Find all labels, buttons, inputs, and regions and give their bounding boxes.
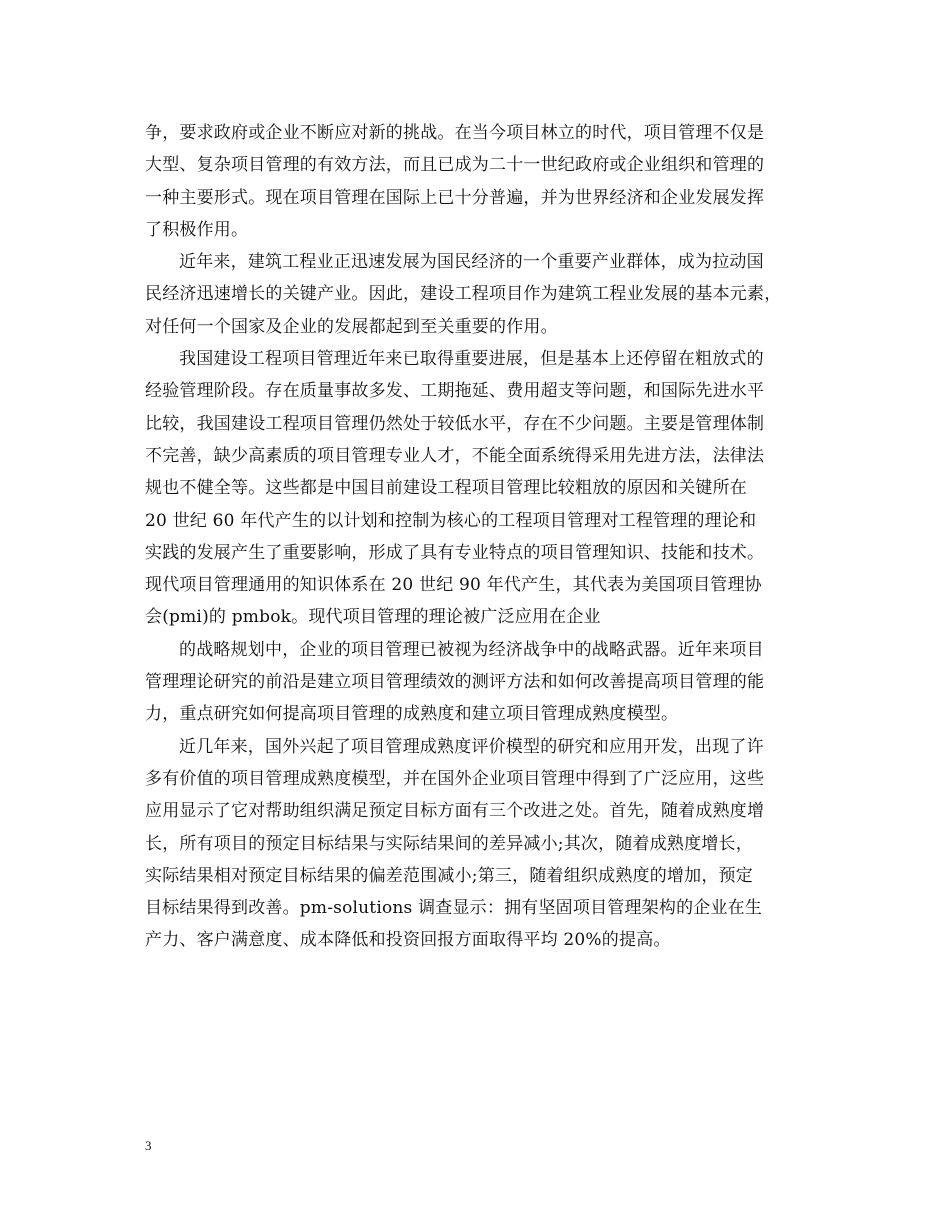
text-line: 现代项目管理通用的知识体系在 20 世纪 90 年代产生，其代表为美国项目管理协 xyxy=(145,575,762,596)
text-line: 的战略规划中，企业的项目管理已被视为经济战争中的战略武器。近年来项目 xyxy=(179,639,764,660)
text-line: 近年来，建筑工程业正迅速发展为国民经济的一个重要产业群体，成为拉动国 xyxy=(179,252,764,273)
text-line: 产力、客户满意度、成本降低和投资回报方面取得平均 20%的提高。 xyxy=(145,930,671,951)
text-line: 了积极作用。 xyxy=(145,219,249,240)
text-line: 应用显示了它对帮助组织满足预定目标方面有三个改进之处。首先，随着成熟度增 xyxy=(145,801,765,822)
text-line: 规也不健全等。这些都是中国目前建设工程项目管理比较粗放的原因和关键所在 xyxy=(145,478,747,499)
paragraph-1 xyxy=(145,117,825,246)
text-line: 实践的发展产生了重要影响，形成了具有专业特点的项目管理知识、技能和技术。 xyxy=(145,542,765,563)
text-line: 经验管理阶段。存在质量事故多发、工期拖延、费用超支等问题，和国际先进水平 xyxy=(145,381,765,402)
text-line: 近几年来，国外兴起了项目管理成熟度评价模型的研究和应用开发，出现了许 xyxy=(179,736,764,757)
body-text xyxy=(145,117,825,957)
text-line: 20 世纪 60 年代产生的以计划和控制为核心的工程项目管理对工程管理的理论和 xyxy=(145,510,757,531)
text-line: 比较，我国建设工程项目管理仍然处于较低水平，存在不少问题。主要是管理体制 xyxy=(145,413,765,434)
text-line: 力，重点研究如何提高项目管理的成熟度和建立项目管理成熟度模型。 xyxy=(145,704,679,725)
page-number: 3 xyxy=(145,1138,152,1153)
text-line: 目标结果得到改善。pm-solutions 调查显示：拥有坚固项目管理架构的企业在生 xyxy=(145,898,763,919)
text-line: 争，要求政府或企业不断应对新的挑战。在当今项目林立的时代，项目管理不仅是 xyxy=(145,123,765,143)
paragraph-5 xyxy=(145,731,825,957)
text-line: 对任何一个国家及企业的发展都起到至关重要的作用。 xyxy=(145,316,558,337)
text-line: 一种主要形式。现在项目管理在国际上已十分普遍，并为世界经济和企业发展发挥 xyxy=(145,187,765,208)
text-line: 我国建设工程项目管理近年来已取得重要进展，但是基本上还停留在粗放式的 xyxy=(179,349,764,370)
paragraph-3 xyxy=(145,343,825,634)
paragraph-2 xyxy=(145,246,825,343)
text-line: 实际结果相对预定目标结果的偏差范围减小;第三，随着组织成熟度的增加，预定 xyxy=(145,865,753,886)
text-line: 会(pmi)的 pmbok。现代项目管理的理论被广泛应用在企业 xyxy=(145,607,601,628)
text-line: 大型、复杂项目管理的有效方法，而且已成为二十一世纪政府或企业组织和管理的 xyxy=(145,155,765,176)
text-line: 不完善，缺少高素质的项目管理专业人才，不能全面系统得采用先进方法，法律法 xyxy=(145,445,765,466)
text-line: 长，所有项目的预定目标结果与实际结果间的差异减小;其次，随着成熟度增长， xyxy=(145,833,753,854)
paragraph-4 xyxy=(145,634,825,731)
text-line: 民经济迅速增长的关键产业。因此，建设工程项目作为建筑工程业发展的基本元素， xyxy=(145,284,782,305)
text-line: 管理理论研究的前沿是建立项目管理绩效的测评方法和如何改善提高项目管理的能 xyxy=(145,672,765,693)
text-line: 多有价值的项目管理成熟度模型，并在国外企业项目管理中得到了广泛应用，这些 xyxy=(145,768,765,789)
